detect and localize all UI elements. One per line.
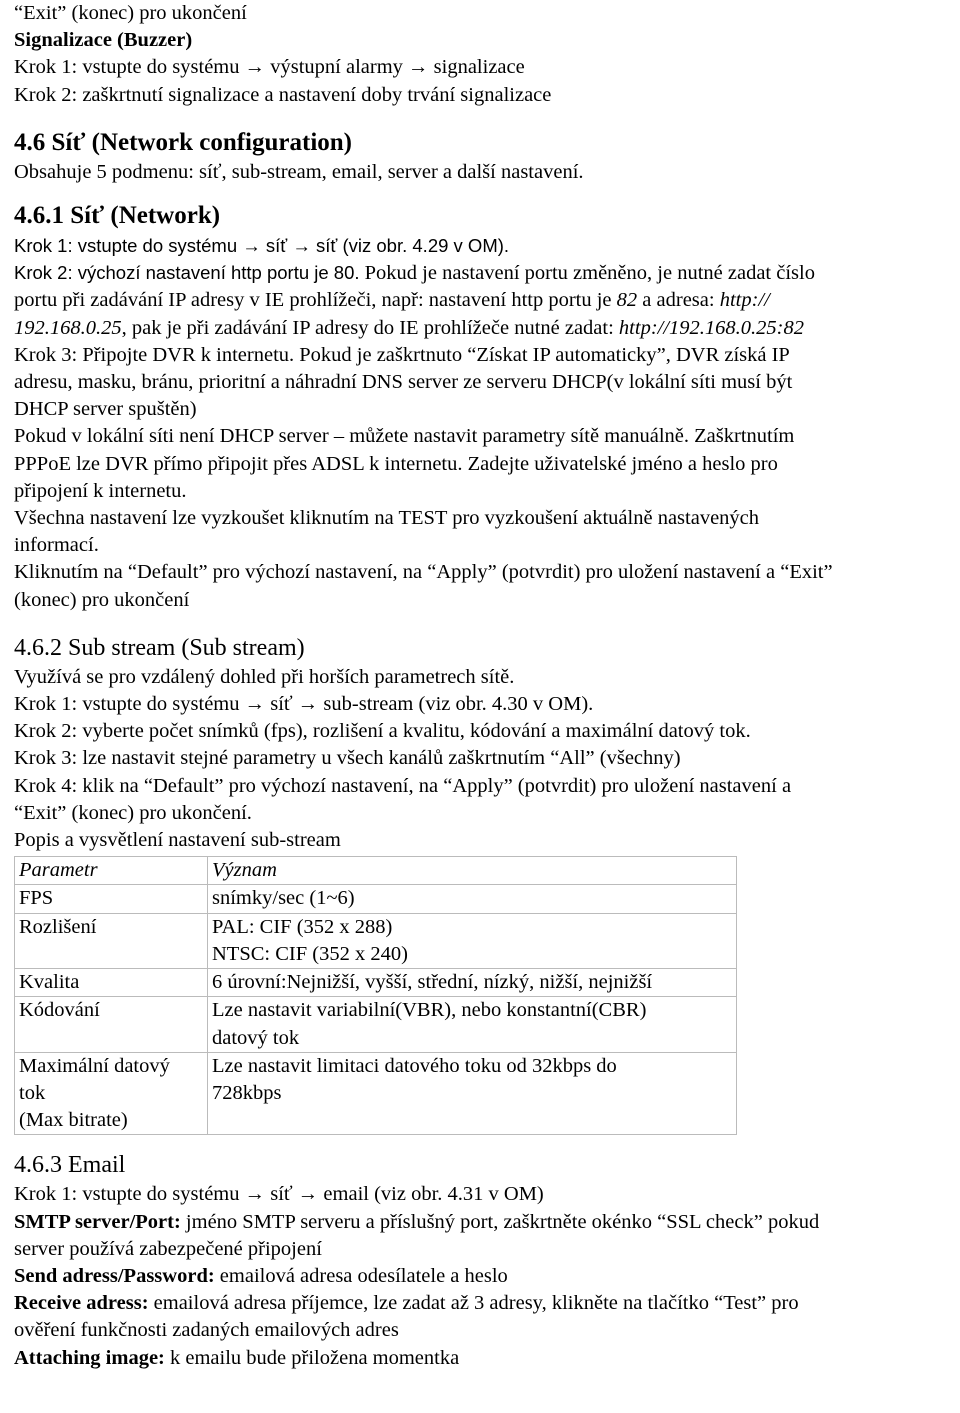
cell-line: 6 úrovní:Nejnižší, vyšší, střední, nízký, nižší, nejnižší	[212, 971, 653, 994]
attach-line	[14, 1345, 946, 1372]
section-4-6-1-heading	[14, 200, 946, 232]
ip-value: 192.168.0.25	[14, 316, 122, 339]
table-header-cell: Parametr	[15, 857, 208, 885]
email-step-1: Krok 1: vstupte do systému → síť → email (viz obr. 4.31 v OM)	[14, 1183, 544, 1206]
section-title: Síť (Network)	[70, 202, 221, 230]
smtp-line	[14, 1209, 946, 1236]
network-line-6: adresu, masku, bránu, prioritní a náhradní DNS server ze serveru DHCP(v lokální síti musí být	[14, 371, 793, 394]
substream-line-5: Krok 4: klik na “Default” pro výchozí nastavení, na “Apply” (potvrdit) pro uložení nastavení a	[14, 774, 792, 797]
receive-line-2: ověření funkčnosti zadaných emailových adres	[14, 1319, 399, 1342]
send-label: Send adress/Password:	[14, 1264, 215, 1287]
exit-line: “Exit” (konec) pro ukončení	[14, 2, 247, 24]
substream-line-4: Krok 3: lze nastavit stejné parametry u všech kanálů zaškrtnutím “All” (všechny)	[14, 747, 681, 770]
substream-line-6: “Exit” (konec) pro ukončení.	[14, 801, 252, 824]
url-start: http://	[719, 289, 770, 312]
cell-line: Kvalita	[19, 971, 80, 994]
cell-line: snímky/sec (1~6)	[212, 887, 355, 910]
section-number: 4.6.1	[14, 202, 64, 230]
smtp-text: jméno SMTP serveru a příslušný port, zaškrtněte okénko “SSL check” pokud	[180, 1210, 820, 1233]
network-step-1: Krok 1: vstupte do systému → síť → síť (viz obr. 4.29 v OM).	[14, 235, 510, 257]
substream-params-table	[14, 856, 737, 1135]
table-row	[15, 969, 737, 997]
section-4-6-heading: 4.6 Síť (Network configuration)	[14, 128, 353, 156]
network-line-13: Kliknutím na “Default” pro výchozí nastavení, na “Apply” (potvrdit) pro uložení nastavení a “Exit”	[14, 561, 833, 584]
cell-line: Rozlišení	[19, 915, 97, 938]
table-row	[15, 913, 737, 968]
cell-line: Lze nastavit limitaci datového toku od 32kbps do	[212, 1054, 617, 1077]
network-line-12: informací.	[14, 534, 99, 557]
section-4-6-2-heading: 4.6.2 Sub stream (Sub stream)	[14, 634, 305, 661]
smtp-line-2: server používá zabezpečené připojení	[14, 1237, 322, 1260]
network-line-9: PPPoE lze DVR přímo připojit přes ADSL k internetu. Zadejte uživatelské jméno a heslo pro	[14, 452, 778, 475]
table-header-row	[15, 857, 737, 885]
text-run: portu při zadávání IP adresy v IE prohlížeči, např: nastavení http portu je	[14, 289, 617, 312]
attach-text: k emailu bude přiložena momentka	[164, 1346, 460, 1369]
section-4-6-intro: Obsahuje 5 podmenu: síť, sub-stream, email, server a další nastavení.	[14, 160, 584, 183]
substream-line-7: Popis a vysvětlení nastavení sub-stream	[14, 829, 341, 852]
network-line-8: Pokud v lokální síti není DHCP server – můžete nastavit parametry sítě manuálně. Zaškrtnutím	[14, 425, 795, 448]
cell-line: datový tok	[212, 1026, 300, 1049]
substream-line-2: Krok 1: vstupte do systému → síť → sub-stream (viz obr. 4.30 v OM).	[14, 693, 594, 716]
send-line	[14, 1263, 946, 1290]
table-cell-meaning	[208, 997, 737, 1052]
network-url-line	[14, 315, 946, 342]
buzzer-heading: Signalizace (Buzzer)	[14, 29, 193, 52]
receive-label: Receive adress:	[14, 1292, 149, 1315]
table-cell-meaning	[208, 913, 737, 968]
cell-line: tok	[19, 1081, 46, 1104]
cell-line: FPS	[19, 887, 54, 910]
substream-line-1: Využívá se pro vzdálený dohled při horších parametrech sítě.	[14, 665, 515, 688]
attach-label: Attaching image:	[14, 1346, 165, 1369]
network-step-2-rest: Pokud je nastavení portu změněno, je nutné zadat číslo	[359, 262, 815, 285]
smtp-label: SMTP server/Port:	[14, 1210, 181, 1233]
network-line-10: připojení k internetu.	[14, 479, 187, 502]
table-header-cell: Význam	[208, 857, 737, 885]
cell-line: Kódování	[19, 999, 100, 1022]
cell-line: Lze nastavit variabilní(VBR), nebo konstantní(CBR)	[212, 999, 647, 1022]
send-text: emailová adresa odesílatele a heslo	[214, 1264, 508, 1287]
cell-line: PAL: CIF (352 x 288)	[212, 915, 393, 938]
table-cell-meaning	[208, 969, 737, 997]
table-cell-meaning	[208, 1052, 737, 1135]
table-cell-param	[15, 913, 208, 968]
table-cell-meaning	[208, 885, 737, 913]
text-run: , pak je při zadávání IP adresy do IE prohlížeče nutné zadat:	[121, 316, 619, 339]
table-cell-param	[15, 885, 208, 913]
network-line-5: Krok 3: Připojte DVR k internetu. Pokud je zaškrtnuto “Získat IP automaticky”, DVR získá IP	[14, 343, 790, 366]
cell-line: NTSC: CIF (352 x 240)	[212, 942, 408, 965]
table-cell-param	[15, 969, 208, 997]
cell-line: Maximální datový	[19, 1054, 170, 1077]
network-step-2-start: Krok 2: výchozí nastavení http portu je 80.	[14, 262, 360, 284]
cell-line: (Max bitrate)	[19, 1109, 128, 1132]
table-cell-param	[15, 997, 208, 1052]
substream-line-3: Krok 2: vyberte počet snímků (fps), rozlišení a kvalitu, kódování a maximální datový tok.	[14, 720, 751, 743]
port-value: 82	[616, 289, 638, 312]
buzzer-step-1: Krok 1: vstupte do systému → výstupní alarmy → signalizace	[14, 56, 525, 79]
network-line-7: DHCP server spuštěn)	[14, 398, 197, 421]
network-line-14: (konec) pro ukončení	[14, 588, 190, 611]
table-row	[15, 1052, 737, 1135]
buzzer-step-2: Krok 2: zaškrtnutí signalizace a nastavení doby trvání signalizace	[14, 83, 552, 106]
network-step-2	[14, 259, 946, 287]
table-row	[15, 997, 737, 1052]
section-4-6-3-heading: 4.6.3 Email	[14, 1152, 126, 1179]
network-line-11: Všechna nastavení lze vyzkoušet kliknutím na TEST pro vyzkoušení aktuálně nastavených	[14, 507, 760, 530]
receive-text: emailová adresa příjemce, lze zadat až 3 adresy, klikněte na tlačítko “Test” pro	[148, 1292, 799, 1315]
table-cell-param	[15, 1052, 208, 1135]
receive-line	[14, 1290, 946, 1317]
cell-line: 728kbps	[212, 1081, 282, 1104]
table-row	[15, 885, 737, 913]
text-run: a adresa:	[637, 289, 720, 312]
url-value: http://192.168.0.25:82	[618, 316, 804, 339]
network-port-line	[14, 287, 946, 314]
